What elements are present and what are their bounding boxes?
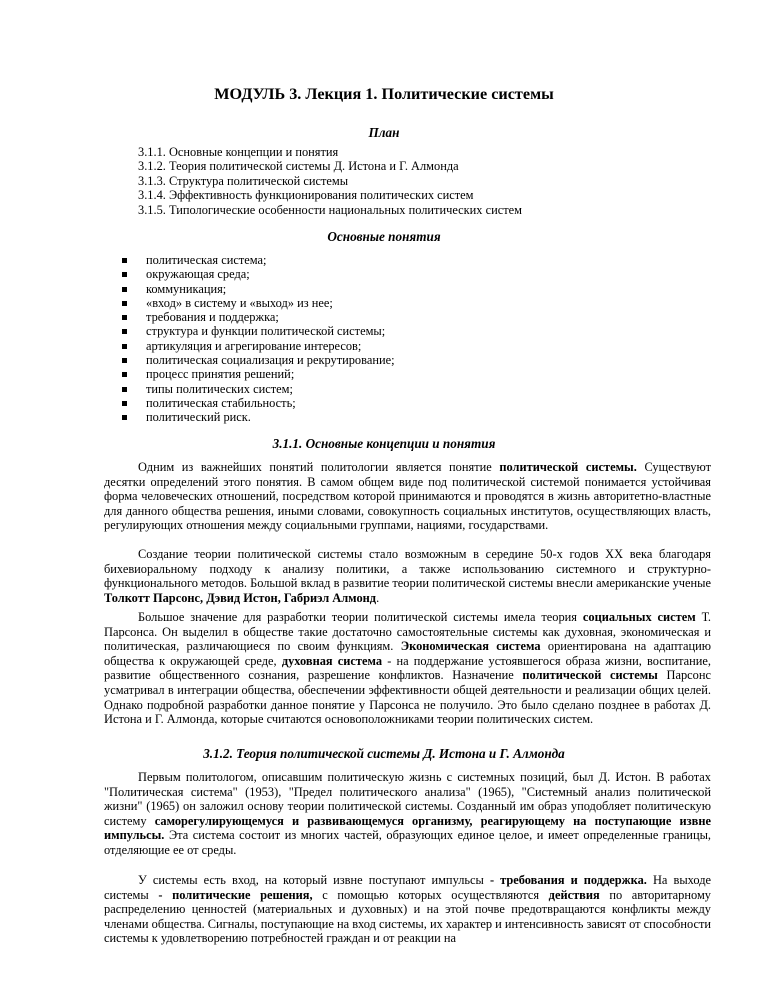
document-page: МОДУЛЬ 3. Лекция 1. Политические системы План 3.1.1. Основные концепции и понятия 3.1.2. Теория политической системы Д. Истона и Г. Алмонда 3.1.3. Структура политической системы 3.1.4. Эффективность функционирования политических систем 3.1.5. Типологические особенности национальных политических систем Основные понятия политическая система; окружающая среда; коммуникация; «вход» в систему и «выход» из нее; требования и поддержка; структура и функции политической системы; артикуляция и агрегирование интересов; политическая социализация и рекрутирование; процесс принятия решений; типы политических систем; политическая стабильность; политический риск. 3.1.1. Основные концепции и понятия Одним из важнейших понятий политологии является понятие политической системы. Существуют десятки определений этого понятия. В самом общем виде под политической системой понимается устойчивая форма человеческих отношений, посредством которой принимаются и проводятся в жизнь авторитетно-властные для данного общества решения, иными словами, совокупность социальных институтов, осуществляющих власть, регулирующих отношения между социальными группами, нациями, государствами. Создание теории политической системы стало возможным в середине 50-х годов XX века благодаря бихевиоральному подходу к анализу политики, а также использованию системного и структурно-функционального методов. Большой вклад в развитие теории политической системы внесли американские ученые Толкотт Парсонс, Дэвид Истон, Габриэл Алмонд. Большое значение для разработки теории политической системы имела теория социальных систем Т. Парсонса. Он выделил в обществе такие достаточно самостоятельные системы как духовная, экономическая и политическая, различающиеся по своим функциям. Экономическая система ориентирована на адаптацию общества к окружающей среде, духовная система - на поддержание устоявшегося образа жизни, воспитание, развитие общественного сознания, разрешение конфликтов. Назначение политической системы Парсонс усматривал в интеграции общества, обеспечении эффективности общей деятельности и реализации общих целей. Однако подробной разработки данное понятие у Парсонса не получило. Это было сделано позднее в работах Д. Истона и Г. Алмонда, которые считаются основоположниками теории политических систем. 3.1.2. Теория политической системы Д. Истона и Г. Алмонда Первым политологом, описавшим политическую жизнь с системных позиций, был Д. Истон. В работах "Политическая система" (1953), "Предел политического анализа" (1965), "Системный анализ политической жизни" (1965) он заложил основу теории политической системы. Созданный им образ уподобляет политическую систему саморегулирующемуся и развивающемуся организму, реагирующему на поступающие извне импульсы. Эта система состоит из многих частей, образующих единое целое, и имеет определенные границы, отделяющие ее от среды. У системы есть вход, на который извне поступают импульсы - требования и поддержка. На выходе системы - политические решения, с помощью которых осуществляются действия по авторитарному распределению ценностей (материальных и духовных) и на этой почве предотвращаются конфликты между членами общества. Сигналы, поступающие на вход системы, их характер и интенсивность зависят от способности системы к удовлетворению потребностей граждан и от реакции на <box>0 0 768 994</box>
plan-item: 3.1.2. Теория политической системы Д. Истона и Г. Алмонда <box>138 159 459 174</box>
bullet-square-icon <box>122 358 127 363</box>
section-1-paragraph-3: Большое значение для разработки теории политической системы имела теория социальных систем Т. Парсонса. Он выделил в обществе такие достаточно самостоятельные системы как духовная, экономическая и политическая, различающиеся по своим функциям. Экономическая система ориентирована на адаптацию общества к окружающей среде, духовная система - на поддержание устоявшегося образа жизни, воспитание, развитие общественного сознания, разрешение конфликтов. Назначение политической системы Парсонс усматривал в интеграции общества, обеспечении эффективности общей деятельности и реализации общих целей. Однако подробной разработки данное понятие у Парсонса не получило. Это было сделано позднее в работах Д. Истона и Г. Алмонда, которые считаются основоположниками теории политических систем. <box>104 610 711 727</box>
bullet-square-icon <box>122 329 127 334</box>
section-2-paragraph-2: У системы есть вход, на который извне поступают импульсы - требования и поддержка. На выходе системы - политические решения, с помощью которых осуществляются действия по авторитарному распределению ценностей (материальных и духовных) и на этой почве предотвращаются конфликты между членами общества. Сигналы, поступающие на вход системы, их характер и интенсивность зависят от способности системы к удовлетворению потребностей граждан и от реакции на <box>104 873 712 946</box>
plan-heading: План <box>368 125 400 140</box>
bullet-square-icon <box>122 372 127 377</box>
section-1-paragraph-1: Одним из важнейших понятий политологии является понятие политической системы. Существуют десятки определений этого понятия. В самом общем виде под политической системой понимается устойчивая форма человеческих отношений, посредством которой принимаются и проводятся в жизнь авторитетно-властные для данного общества решения, иными словами, совокупность социальных институтов, осуществляющих власть, регулирующих отношения между социальными группами, нациями, государствами. <box>104 460 711 533</box>
bullet-square-icon <box>122 272 127 277</box>
bullet-square-icon <box>122 401 127 406</box>
section-2-paragraph-1: Первым политологом, описавшим политическую жизнь с системных позиций, был Д. Истон. В работах "Политическая система" (1953), "Предел политического анализа" (1965), "Системный анализ политической жизни" (1965) он заложил основу теории политической системы. Созданный им образ уподобляет политическую систему саморегулирующемуся и развивающемуся организму, реагирующему на поступающие извне импульсы. Эта система состоит из многих частей, образующих единое целое, и имеет определенные границы, отделяющие ее от среды. <box>104 770 711 857</box>
section-1-heading: 3.1.1. Основные концепции и понятия <box>272 436 496 451</box>
plan-item: 3.1.4. Эффективность функционирования политических систем <box>138 188 474 203</box>
bullet-square-icon <box>122 344 127 349</box>
plan-list <box>138 145 522 217</box>
bullet-square-icon <box>122 387 127 392</box>
bullet-square-icon <box>122 301 127 306</box>
plan-item: 3.1.3. Структура политической системы <box>138 173 349 188</box>
bullet-square-icon <box>122 258 127 263</box>
bullet-square-icon <box>122 287 127 292</box>
bullet-square-icon <box>122 415 127 420</box>
section-2-heading: 3.1.2. Теория политической системы Д. Истона и Г. Алмонда <box>203 746 565 761</box>
bullet-square-icon <box>122 315 127 320</box>
section-1-paragraph-2: Создание теории политической системы стало возможным в середине 50-х годов XX века благодаря бихевиоральному подходу к анализу политики, а также использованию системного и структурно-функционального методов. Большой вклад в развитие теории политической системы внесли американские ученые Толкотт Парсонс, Дэвид Истон, Габриэл Алмонд. <box>104 547 711 605</box>
plan-item: 3.1.1. Основные концепции и понятия <box>138 145 339 159</box>
concepts-heading: Основные понятия <box>327 229 441 244</box>
plan-item: 3.1.5. Типологические особенности национальных политических систем <box>138 202 522 217</box>
page-title: МОДУЛЬ 3. Лекция 1. Политические системы <box>214 85 554 103</box>
